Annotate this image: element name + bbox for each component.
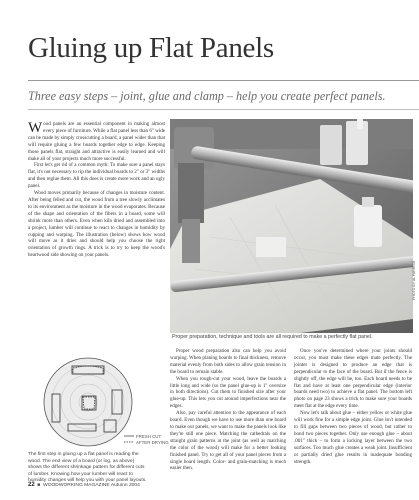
drop-cap: W [28,120,43,136]
paragraph: Now let's talk about glue – either yellow or white glue will work fine for a simple edge joint. Glue isn't intended to fill gaps between two pieces of wood, but rather to bond two pieces together. Only use enough glue – about .001" thick – to form a locking layer between the two surfaces. Too much glue creates a weak joint. Insufficient or partially dried glue results in inadequate bonding strength. [294,410,412,465]
legend-after-drying: AFTER DRYING [136,440,169,445]
workshop-photo [170,119,413,333]
column-3 [294,348,412,465]
issue-date: Autumn 2004 [110,483,140,488]
article-title: Gluing up Flat Panels [28,32,274,64]
footer-separator: ■ [36,483,42,488]
photo-caption: Proper preparation, technique and tools are all required to make a perfectly flat panel. [172,334,373,340]
figure-caption: The first step in gluing up a flat panel is reading the wood. The end view of a board (or log, as above) shows the different shrinkage pattern for different cuts of lumber. Knowing how your lumber will react to humidity changes will help you with your panel layouts. [28,452,147,484]
paragraph: Once you've determined where your joints should occur, you must make these edges mate perfectly. The jointer is designed to produce an edge that is perpendicular to the face of the board. But if the fence is slightly off, the edge will be, too. Each board needs to be flat and have at least one perpendicular edge (interior boards need two) to achieve a flat panel. The bottom left photo on page 23 shows a trick to make sure your boards meet flat at the edge every time. [294,348,412,410]
subtitle-rule [28,109,419,110]
wood-movement-diagram [28,352,148,452]
legend-fresh-cut: FRESH CUT [136,434,162,439]
paragraph: Proper wood preparation also can help you avoid warping. When planing boards to final thickness, remove material evenly from both sides to allow grain tension in the board to remain stable. [170,348,286,375]
column-1 [28,121,165,259]
paragraph: Wood moves primarily because of changes in moisture content. After being felled and cut, the wood from a tree slowly acclimates to its environment as the moisture in the wood evaporates. Because of the shape and orientation of the fibers in a board, some will shrink more than others. Even when kiln dried and assembled into a project, lumber will continue to react to changes in humidity by cupping and warping. The illustration (below) shows how wood will move as it dries and should help you choose the right orientation of growth rings. A trick is to try to keep the wood's heartwood side showing on your panels. [28,190,165,259]
article-subtitle: Three easy steps – joint, glue and clamp – help you create perfect panels. [28,89,386,103]
paragraph: Wood panels are an essential component in making almost every piece of furniture. While a flat panel less than 6" wide can be made by simply crosscutting a board, a panel wider than that will require gluing a few boards together edge to edge. Keeping those panels flat, straight and attractive is easily learned and will make all of your projects much more successful. [28,120,165,162]
page-number: 22 [28,482,35,488]
page-footer [28,482,140,488]
photo-credit: PHOTO BY AL PARRISH [412,260,416,300]
paragraph: Also, pay careful attention to the appearance of each board. Even though we have to use more than one board to make our panels, we want to make the panels look like they're still one piece. Matching the cathedrals on the straight grain patterns at the joint (as well as matching the color of the wood) will make for a better looking finished panel. Try to get all of your panel pieces from a single board length. Color- and grain-matching is much easier then. [170,410,286,472]
magazine-name: WOODWORKING MAGAZINE [43,483,110,488]
paragraph: When you rough-cut your wood, leave the boards a little long and wide (so the panel glue-up is 1" oversize in both directions). Cut them to finished size after your glue-up. This lets you cut around imperfections near the edges. [170,375,286,410]
title-rule [28,80,419,81]
column-2 [170,348,286,472]
paragraph: First let's get rid of a common myth: To make sure a panel stays flat, it's not necessary to rip the individual boards to 2" or 3" widths and then reglue them. All this does is create more work and an ugly panel. [28,162,165,190]
